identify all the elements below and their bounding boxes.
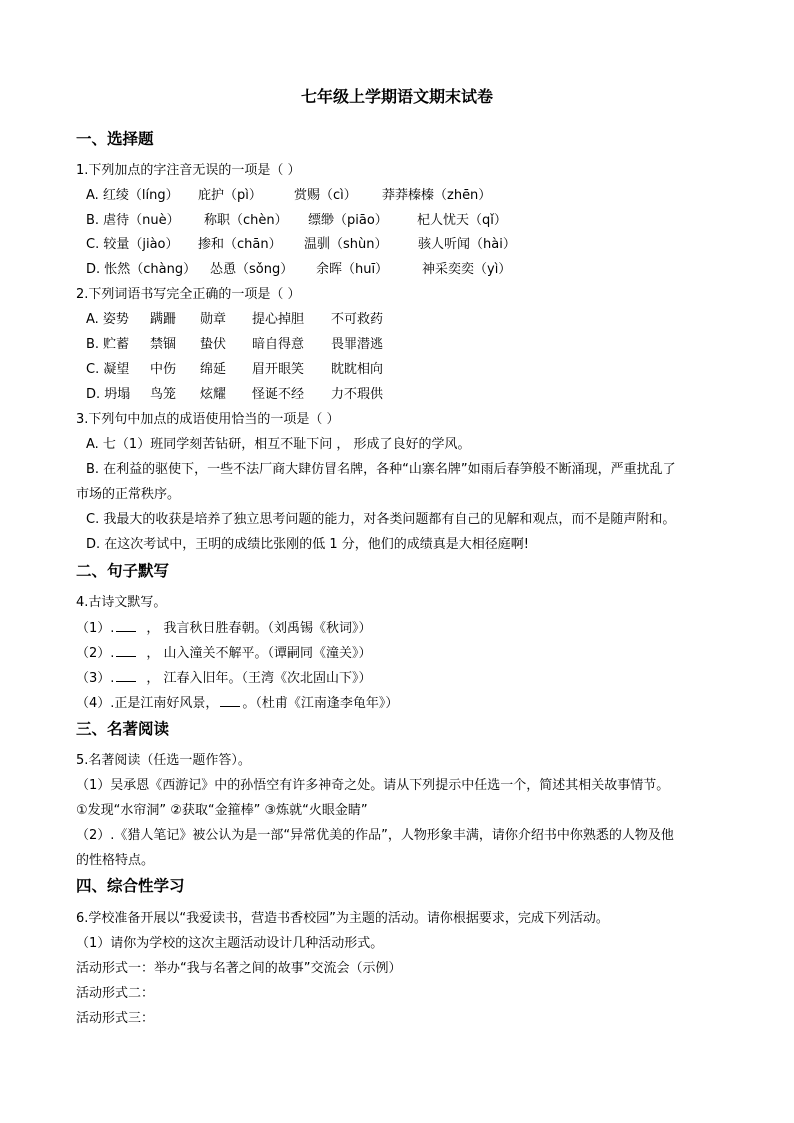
option-part: 畏罪潜逃 [331, 337, 384, 352]
question-5-part-2-cont: 的性格特点。 [76, 853, 155, 868]
option-part: C. 较量（jiào） [86, 237, 179, 252]
answer-blank[interactable] [116, 619, 136, 632]
option-part: 不可救药 [331, 312, 384, 327]
activity-form-2: 活动形式二： [76, 986, 155, 1001]
section-heading-classics: 三、名著阅读 [76, 720, 170, 738]
question-6-part-1: （1）请你为学校的这次主题活动设计几种活动形式。 [76, 936, 384, 951]
question-3-option-d: D. 在这次考试中，王明的成绩比张刚的低 1 分，他们的成绩真是大相径庭啊! [86, 537, 530, 552]
activity-form-3: 活动形式三： [76, 1011, 155, 1026]
question-2-stem: 2.下列词语书写完全正确的一项是（ ） [76, 287, 301, 302]
option-part: A. 红绫（líng） [86, 188, 179, 203]
option-part: 温驯（shùn） [304, 237, 388, 252]
question-1-option-d [86, 261, 511, 279]
option-part: 骇人听闻（hài） [418, 237, 516, 252]
option-part: 禁锢 [150, 337, 177, 352]
option-part: 眈眈相向 [331, 362, 384, 377]
question-3-stem: 3.下列句中加点的成语使用恰当的一项是（ ） [76, 412, 340, 427]
option-part: 缥缈（piāo） [308, 213, 388, 228]
question-4-item-2 [76, 644, 372, 663]
question-2-option-b [86, 336, 383, 354]
option-part: 杞人忧天（qǐ） [417, 213, 507, 228]
item-text: ， 江春入旧年。（王湾《次北固山下》） [146, 671, 372, 686]
option-part: 勋章 [200, 312, 227, 327]
option-part: 眉开眼笑 [252, 362, 305, 377]
option-part: A. 姿势 [86, 312, 129, 327]
question-1-option-c [86, 236, 516, 254]
question-2-option-d [86, 386, 383, 404]
answer-blank[interactable] [220, 694, 240, 707]
option-part: 鸟笼 [150, 387, 177, 402]
question-4-item-3 [76, 669, 372, 688]
item-text: 。（杜甫《江南逢李龟年》） [242, 696, 399, 711]
option-part: C. 凝望 [86, 362, 130, 377]
question-2-option-a [86, 311, 383, 329]
activity-form-1: 活动形式一：举办“我与名著之间的故事”交流会（示例） [76, 961, 402, 976]
option-part: 提心掉胆 [252, 312, 305, 327]
item-prefix: （4）.正是江南好风景， [76, 696, 219, 711]
option-part: 赏赐（cì） [294, 188, 357, 203]
option-part: 力不瑕供 [331, 387, 384, 402]
question-5-part-1: （1）吴承恩《西游记》中的孙悟空有许多神奇之处。请从下列提示中任选一个，简述其相关故事情节。 [76, 778, 670, 793]
question-4-item-4 [76, 694, 398, 713]
option-part: 莽莽榛榛（zhēn） [382, 188, 492, 203]
question-5-part-2: （2）.《猎人笔记》被公认为是一部“异常优美的作品”，人物形象丰满，请你介绍书中你熟悉的人物及他 [76, 828, 674, 843]
option-part: 神采奕奕（yì） [422, 262, 512, 277]
option-part: 庇护（pì） [198, 188, 262, 203]
option-part: 怂恿（sǒng） [210, 262, 294, 277]
option-part: 蛰伏 [200, 337, 227, 352]
item-prefix: （2）. [76, 646, 115, 661]
question-4-stem: 4.古诗文默写。 [76, 595, 167, 610]
item-text: ， 山入潼关不解平。（谭嗣同《潼关》） [146, 646, 372, 661]
question-6-stem: 6.学校准备开展以“我爱读书，营造书香校园”为主题的活动。请你根据要求，完成下列活动。 [76, 911, 609, 926]
question-1-option-b [86, 212, 507, 230]
question-5-stem: 5.名著阅读（任选一题作答）。 [76, 753, 251, 768]
option-part: D. 坍塌 [86, 387, 131, 402]
question-3-option-b: B. 在利益的驱使下，一些不法厂商大肆仿冒名牌，各种“山寨名牌”如雨后春笋般不断涌现，严重扰乱了 [86, 462, 676, 477]
option-part: 暗自得意 [252, 337, 305, 352]
answer-blank[interactable] [116, 644, 136, 657]
option-part: B. 虐待（nuè） [86, 213, 180, 228]
section-heading-comprehensive: 四、综合性学习 [76, 877, 185, 895]
item-prefix: （1）. [76, 621, 115, 636]
question-3-option-a: A. 七（1）班同学刻苦钻研，相互不耻下问 ， 形成了良好的学风。 [86, 437, 471, 452]
option-part: 称职（chèn） [204, 213, 288, 228]
option-part: 余晖（huī） [316, 262, 389, 277]
question-2-option-c [86, 361, 383, 379]
section-heading-choice: 一、选择题 [76, 130, 154, 148]
item-text: ， 我言秋日胜春朝。（刘禹锡《秋词》） [146, 621, 372, 636]
answer-blank[interactable] [116, 669, 136, 682]
item-prefix: （3）. [76, 671, 115, 686]
option-part: B. 贮蓄 [86, 337, 130, 352]
question-3-option-c: C. 我最大的收获是培养了独立思考问题的能力，对各类问题都有自己的见解和观点，而不是随声附和。 [86, 512, 676, 527]
question-4-item-1 [76, 619, 372, 638]
option-part: 怪诞不经 [252, 387, 305, 402]
option-part: 炫耀 [200, 387, 227, 402]
option-part: 蹒跚 [150, 312, 177, 327]
section-heading-dictation: 二、句子默写 [76, 562, 170, 580]
question-1-option-a [86, 187, 491, 205]
option-part: 绵延 [200, 362, 227, 377]
page-title: 七年级上学期语文期末试卷 [300, 87, 493, 106]
question-1-stem: 1.下列加点的字注音无误的一项是（ ） [76, 163, 301, 178]
option-part: 掺和（chān） [198, 237, 282, 252]
option-part: 中伤 [150, 362, 177, 377]
option-part: D. 怅然（chàng） [86, 262, 197, 277]
question-3-option-b-cont: 市场的正常秩序。 [76, 487, 181, 502]
question-5-part-1-options: ①发现“水帘洞” ②获取“金箍棒” ③炼就“火眼金睛” [76, 803, 368, 818]
